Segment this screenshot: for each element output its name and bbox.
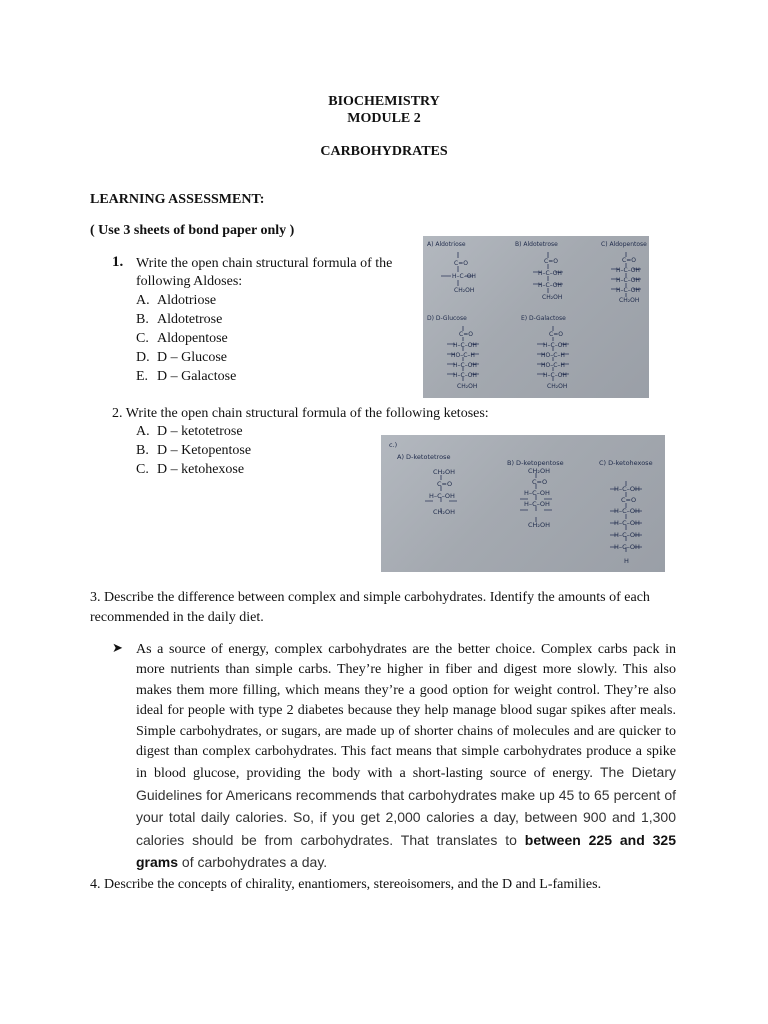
svg-text:H–C–OH: H–C–OH [453, 372, 477, 379]
svg-text:HO–C–H: HO–C–H [541, 352, 565, 359]
aldoses-handwritten-photo [423, 236, 649, 398]
list-item: B. Aldotetrose [136, 312, 223, 327]
q2-text: 2. Write the open chain structural formula of the following ketoses: [112, 406, 489, 421]
svg-text:H–C–OH: H–C–OH [543, 342, 567, 349]
svg-text:CH₂OH: CH₂OH [619, 297, 640, 304]
topic-title: CARBOHYDRATES [320, 144, 448, 159]
svg-text:C=O: C=O [532, 478, 548, 486]
svg-text:H–C–OH: H–C–OH [616, 267, 640, 274]
photo-label: C) D-ketohexose [599, 459, 653, 467]
photo-label: E) D-Galactose [521, 315, 566, 322]
q1-text-line2: following Aldoses: [136, 274, 243, 289]
svg-text:C=O: C=O [459, 331, 473, 338]
svg-text:C=O: C=O [454, 260, 468, 267]
svg-text:CH₂OH: CH₂OH [433, 508, 456, 516]
svg-text:C=O: C=O [549, 331, 563, 338]
svg-text:C=O: C=O [622, 257, 636, 264]
list-item: E. D – Galactose [136, 369, 237, 384]
svg-text:HO–C–H: HO–C–H [451, 352, 475, 359]
q1-number: 1. [112, 254, 124, 270]
photo-label: A) D-ketotetrose [397, 453, 451, 461]
assessment-instruction: ( Use 3 sheets of bond paper only ) [90, 223, 295, 238]
svg-text:CH₂OH: CH₂OH [547, 383, 568, 390]
svg-text:HO–C–H: HO–C–H [541, 362, 565, 369]
svg-text:H–C–OH: H–C–OH [429, 492, 455, 500]
q1-aldose-list [136, 291, 236, 386]
svg-text:H–C–OH: H–C–OH [453, 362, 477, 369]
photo-label: B) D-ketopentose [507, 459, 564, 467]
svg-text:H–C–OH: H–C–OH [614, 507, 640, 515]
photo-label: A) Aldotriose [427, 241, 466, 248]
svg-text:H–C–OH: H–C–OH [614, 519, 640, 527]
svg-text:H–C–OH: H–C–OH [543, 372, 567, 379]
bullet-arrow-icon: ➤ [112, 640, 123, 655]
q3-answer-grams: between 225 and 325 grams [136, 831, 676, 871]
svg-text:C=O: C=O [437, 480, 453, 488]
svg-text:CH₂OH: CH₂OH [542, 294, 563, 301]
svg-text:H–C–OH: H–C–OH [538, 270, 562, 277]
q1-text-line1: Write the open chain structural formula of the [136, 256, 393, 271]
svg-text:C=O: C=O [544, 258, 558, 265]
svg-text:H–C–OH: H–C–OH [524, 489, 550, 497]
q3-answer-serif: As a source of energy, complex carbohydrates are the better choice. Complex carbs pack in more nutrients than simple carbs. They’re higher in fiber and digest more slowly. This also makes them more filling, which means they’re a good option for weight control. They’re also ideal for people with type 2 diabetes because they help manage blood sugar spikes after meals. Simple carbohydrates, or sugars, are made up of shorter chains of molecules and are quicker to digest than complex carbohydrates. This fact means that simple carbohydrates produce a spike in blood glucose, providing the body with a short-lasting source of energy. [136, 642, 676, 782]
svg-text:H–C–OH: H–C–OH [453, 342, 477, 349]
photo-label: C) Aldopentose [601, 241, 647, 248]
svg-text:H–C–OH: H–C–OH [614, 531, 640, 539]
svg-text:CH₂OH: CH₂OH [528, 467, 551, 475]
photo-label: D) D-Glucose [427, 315, 467, 322]
list-item: A. Aldotriose [136, 293, 217, 308]
list-item: D. D – Glucose [136, 350, 227, 365]
svg-text:C=O: C=O [621, 496, 637, 504]
svg-text:CH₂OH: CH₂OH [454, 287, 475, 294]
q3-question: 3. Describe the difference between complex and simple carbohydrates. Identify the amounts of each recommended in the daily diet. [90, 590, 650, 625]
q4-question: 4. Describe the concepts of chirality, enantiomers, stereoisomers, and the D and L-families. [90, 877, 602, 892]
assessment-title: LEARNING ASSESSMENT: [90, 192, 265, 207]
subject-title: BIOCHEMISTRY [328, 94, 440, 109]
svg-text:CH₂OH: CH₂OH [528, 521, 551, 529]
svg-text:H–C–OH: H–C–OH [614, 485, 640, 493]
ketoses-handwritten-photo [381, 435, 665, 572]
svg-text:c.): c.) [389, 441, 398, 449]
svg-text:CH₂OH: CH₂OH [457, 383, 478, 390]
list-item: B. D – Ketopentose [136, 443, 252, 458]
svg-text:H–C–OH: H–C–OH [524, 500, 550, 508]
svg-text:H–C–OH: H–C–OH [616, 277, 640, 284]
svg-text:H–C–OH: H–C–OH [614, 543, 640, 551]
q2-ketose-list [136, 422, 251, 479]
list-item: C. Aldopentose [136, 331, 228, 346]
svg-text:CH₂OH: CH₂OH [433, 468, 456, 476]
module-title: MODULE 2 [347, 111, 421, 126]
svg-text:H: H [624, 557, 629, 565]
list-item: A. D – ketotetrose [136, 424, 243, 439]
svg-text:H–C–OH: H–C–OH [538, 282, 562, 289]
svg-text:H–C–OH: H–C–OH [616, 287, 640, 294]
photo-label: B) Aldotetrose [515, 241, 558, 248]
list-item: C. D – ketohexose [136, 462, 245, 477]
q1-text [136, 255, 406, 291]
svg-text:H–C–OH: H–C–OH [452, 273, 476, 280]
q3-answer-guidelines: The Dietary Guidelines for Americans recommends that carbohydrates make up 45 to 65 percent of your total daily calories. So, if you get 2,000 calories a day, between 900 and 1,300 calories should be from carbohydrates. That translates to between 225 and 325 grams of carbohydrates a day. [136, 764, 676, 871]
q3-answer [136, 640, 676, 874]
